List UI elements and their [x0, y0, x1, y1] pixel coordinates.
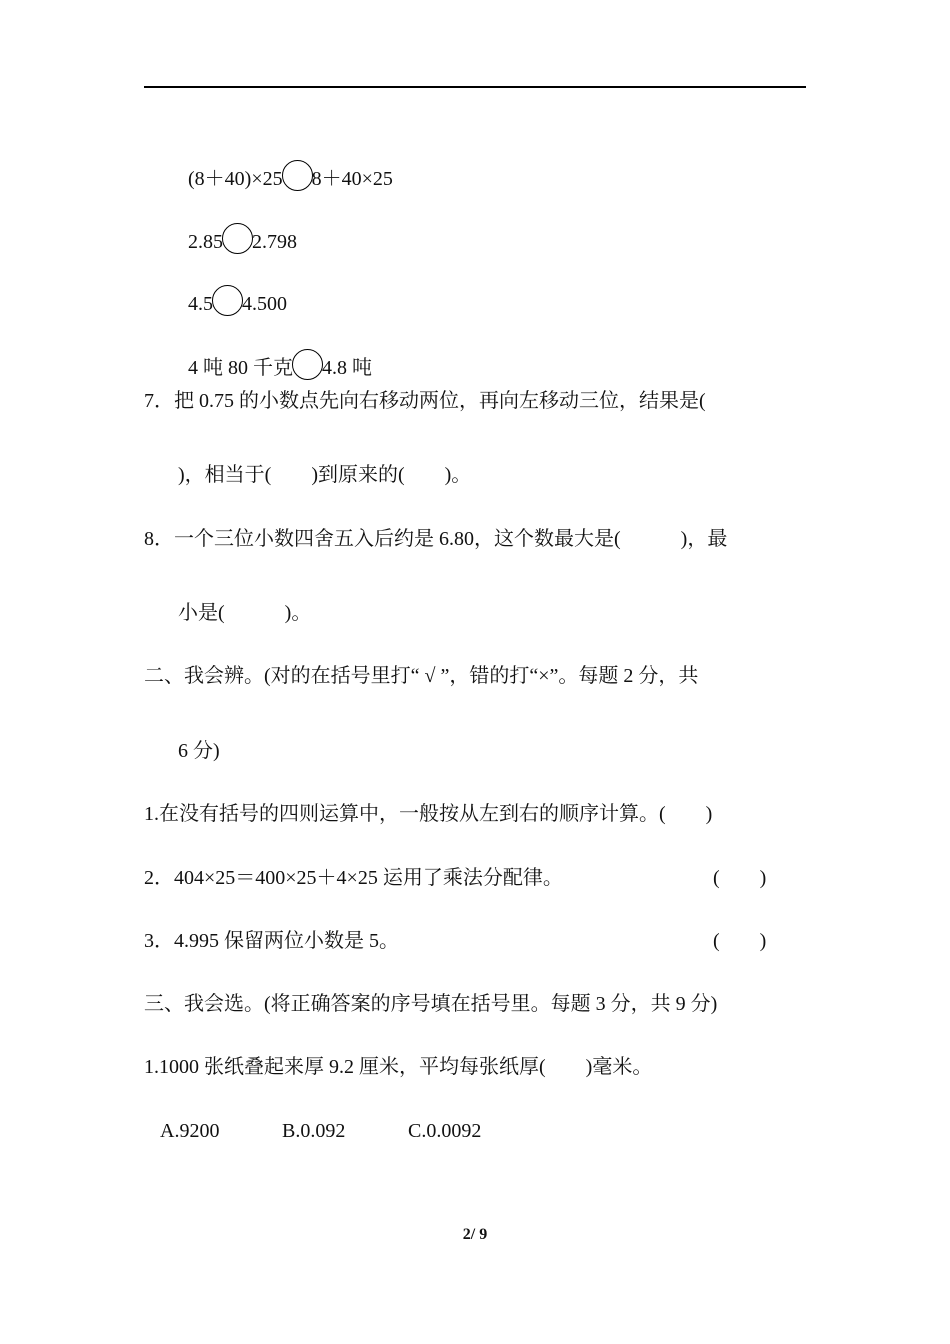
section-3-heading: 三、我会选。(将正确答案的序号填在括号里。每题 3 分，共 9 分) [144, 993, 718, 1015]
page-number: 2/ 9 [462, 1226, 488, 1243]
comparison-left: 4.5 [188, 293, 213, 315]
question-8-line1: 8．一个三位小数四舍五入后约是 6.80，这个数最大是( )，最 [144, 528, 728, 550]
comparison-left: 2.85 [188, 231, 223, 253]
header-rule [144, 86, 806, 88]
question-8-line2: 小是( )。 [178, 602, 312, 624]
answer-circle[interactable] [212, 285, 243, 316]
question-7-line1: 7．把 0.75 的小数点先向右移动两位，再向左移动三位，结果是( [144, 390, 706, 412]
judge-item-3: 3．4.995 保留两位小数是 5。 [144, 930, 399, 952]
answer-circle[interactable] [222, 223, 253, 254]
option-a[interactable]: A.9200 [160, 1120, 220, 1142]
judge-item-3-bracket[interactable]: ( ) [713, 930, 767, 952]
section-2-heading-cont: 6 分) [178, 740, 220, 762]
answer-circle[interactable] [292, 349, 323, 380]
judge-item-2: 2．404×25＝400×25＋4×25 运用了乘法分配律。 [144, 867, 563, 889]
comparison-right: 8＋40×25 [311, 168, 393, 190]
comparison-row [178, 325, 372, 380]
comparison-right: 4.8 吨 [322, 357, 372, 379]
comparison-left: (8＋40)×25 [188, 168, 283, 190]
comparison-row [178, 136, 393, 191]
comparison-row [178, 199, 297, 254]
comparison-row [178, 261, 287, 316]
judge-item-2-bracket[interactable]: ( ) [713, 867, 767, 889]
choice-question-1: 1.1000 张纸叠起来厚 9.2 厘米，平均每张纸厚( )毫米。 [144, 1056, 653, 1078]
answer-circle[interactable] [282, 160, 313, 191]
comparison-right: 4.500 [242, 293, 287, 315]
question-7-line2: )，相当于( )到原来的( )。 [178, 464, 472, 486]
option-c[interactable]: C.0.0092 [408, 1120, 482, 1142]
option-b[interactable]: B.0.092 [282, 1120, 346, 1142]
judge-item-1: 1.在没有括号的四则运算中，一般按从左到右的顺序计算。( ) [144, 803, 713, 825]
section-2-heading: 二、我会辨。(对的在括号里打“ √ ”，错的打“×”。每题 2 分，共 [144, 665, 699, 687]
comparison-left: 4 吨 80 千克 [188, 357, 293, 379]
comparison-right: 2.798 [252, 231, 297, 253]
